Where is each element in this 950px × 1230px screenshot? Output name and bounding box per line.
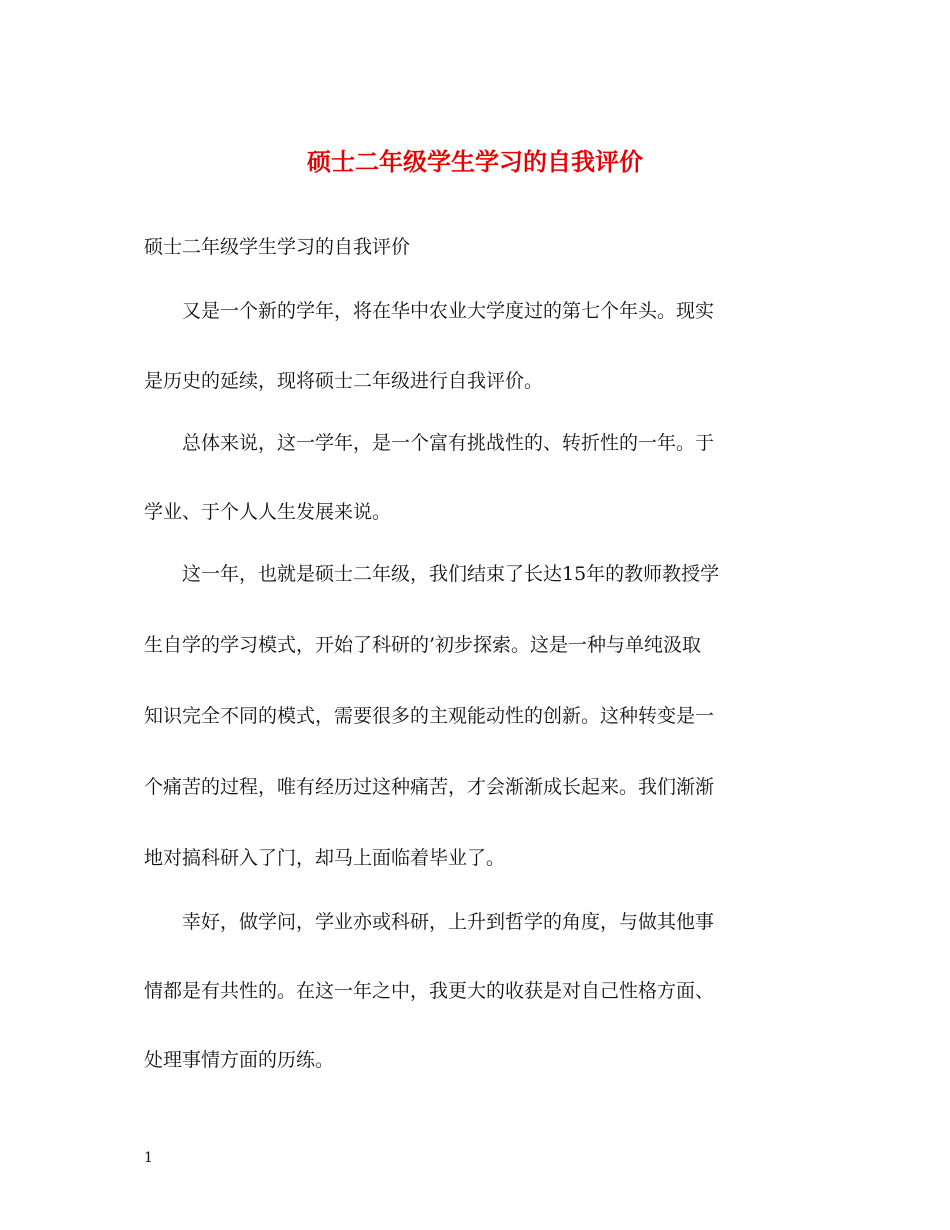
paragraph-line: 地对搞科研入了门，却马上面临着毕业了。 [144, 847, 506, 869]
paragraph-line: 处理事情方面的历练。 [144, 1049, 335, 1071]
document-subtitle: 硕士二年级学生学习的自我评价 [144, 236, 411, 258]
paragraph-line: 情都是有共性的。在这一年之中，我更大的收获是对自己性格方面、 [144, 980, 715, 1002]
paragraph-line: 总体来说，这一学年，是一个富有挑战性的、转折性的一年。于 [144, 432, 715, 454]
page-number: 1 [144, 1150, 153, 1166]
paragraph-line: 生自学的学习模式，开始了科研的’初步探索。这是一种与单纯汲取 [144, 634, 702, 656]
paragraph-line: 个痛苦的过程，唯有经历过这种痛苦，才会渐渐成长起来。我们渐渐 [144, 776, 715, 798]
paragraph-line: 又是一个新的学年，将在华中农业大学度过的第七个年头。现实 [144, 300, 715, 322]
document-title: 硕士二年级学生学习的自我评价 [307, 147, 643, 176]
paragraph-line: 知识完全不同的模式，需要很多的主观能动性的创新。这种转变是一 [144, 705, 715, 727]
paragraph-line: 是历史的延续，现将硕士二年级进行自我评价。 [144, 370, 544, 392]
paragraph-line: 幸好，做学问，学业亦或科研，上升到哲学的角度，与做其他事 [144, 911, 715, 933]
paragraph-line: 这一年，也就是硕士二年级，我们结束了长达15年的教师教授学 [144, 563, 720, 585]
paragraph-line: 学业、于个人人生发展来说。 [144, 501, 392, 523]
